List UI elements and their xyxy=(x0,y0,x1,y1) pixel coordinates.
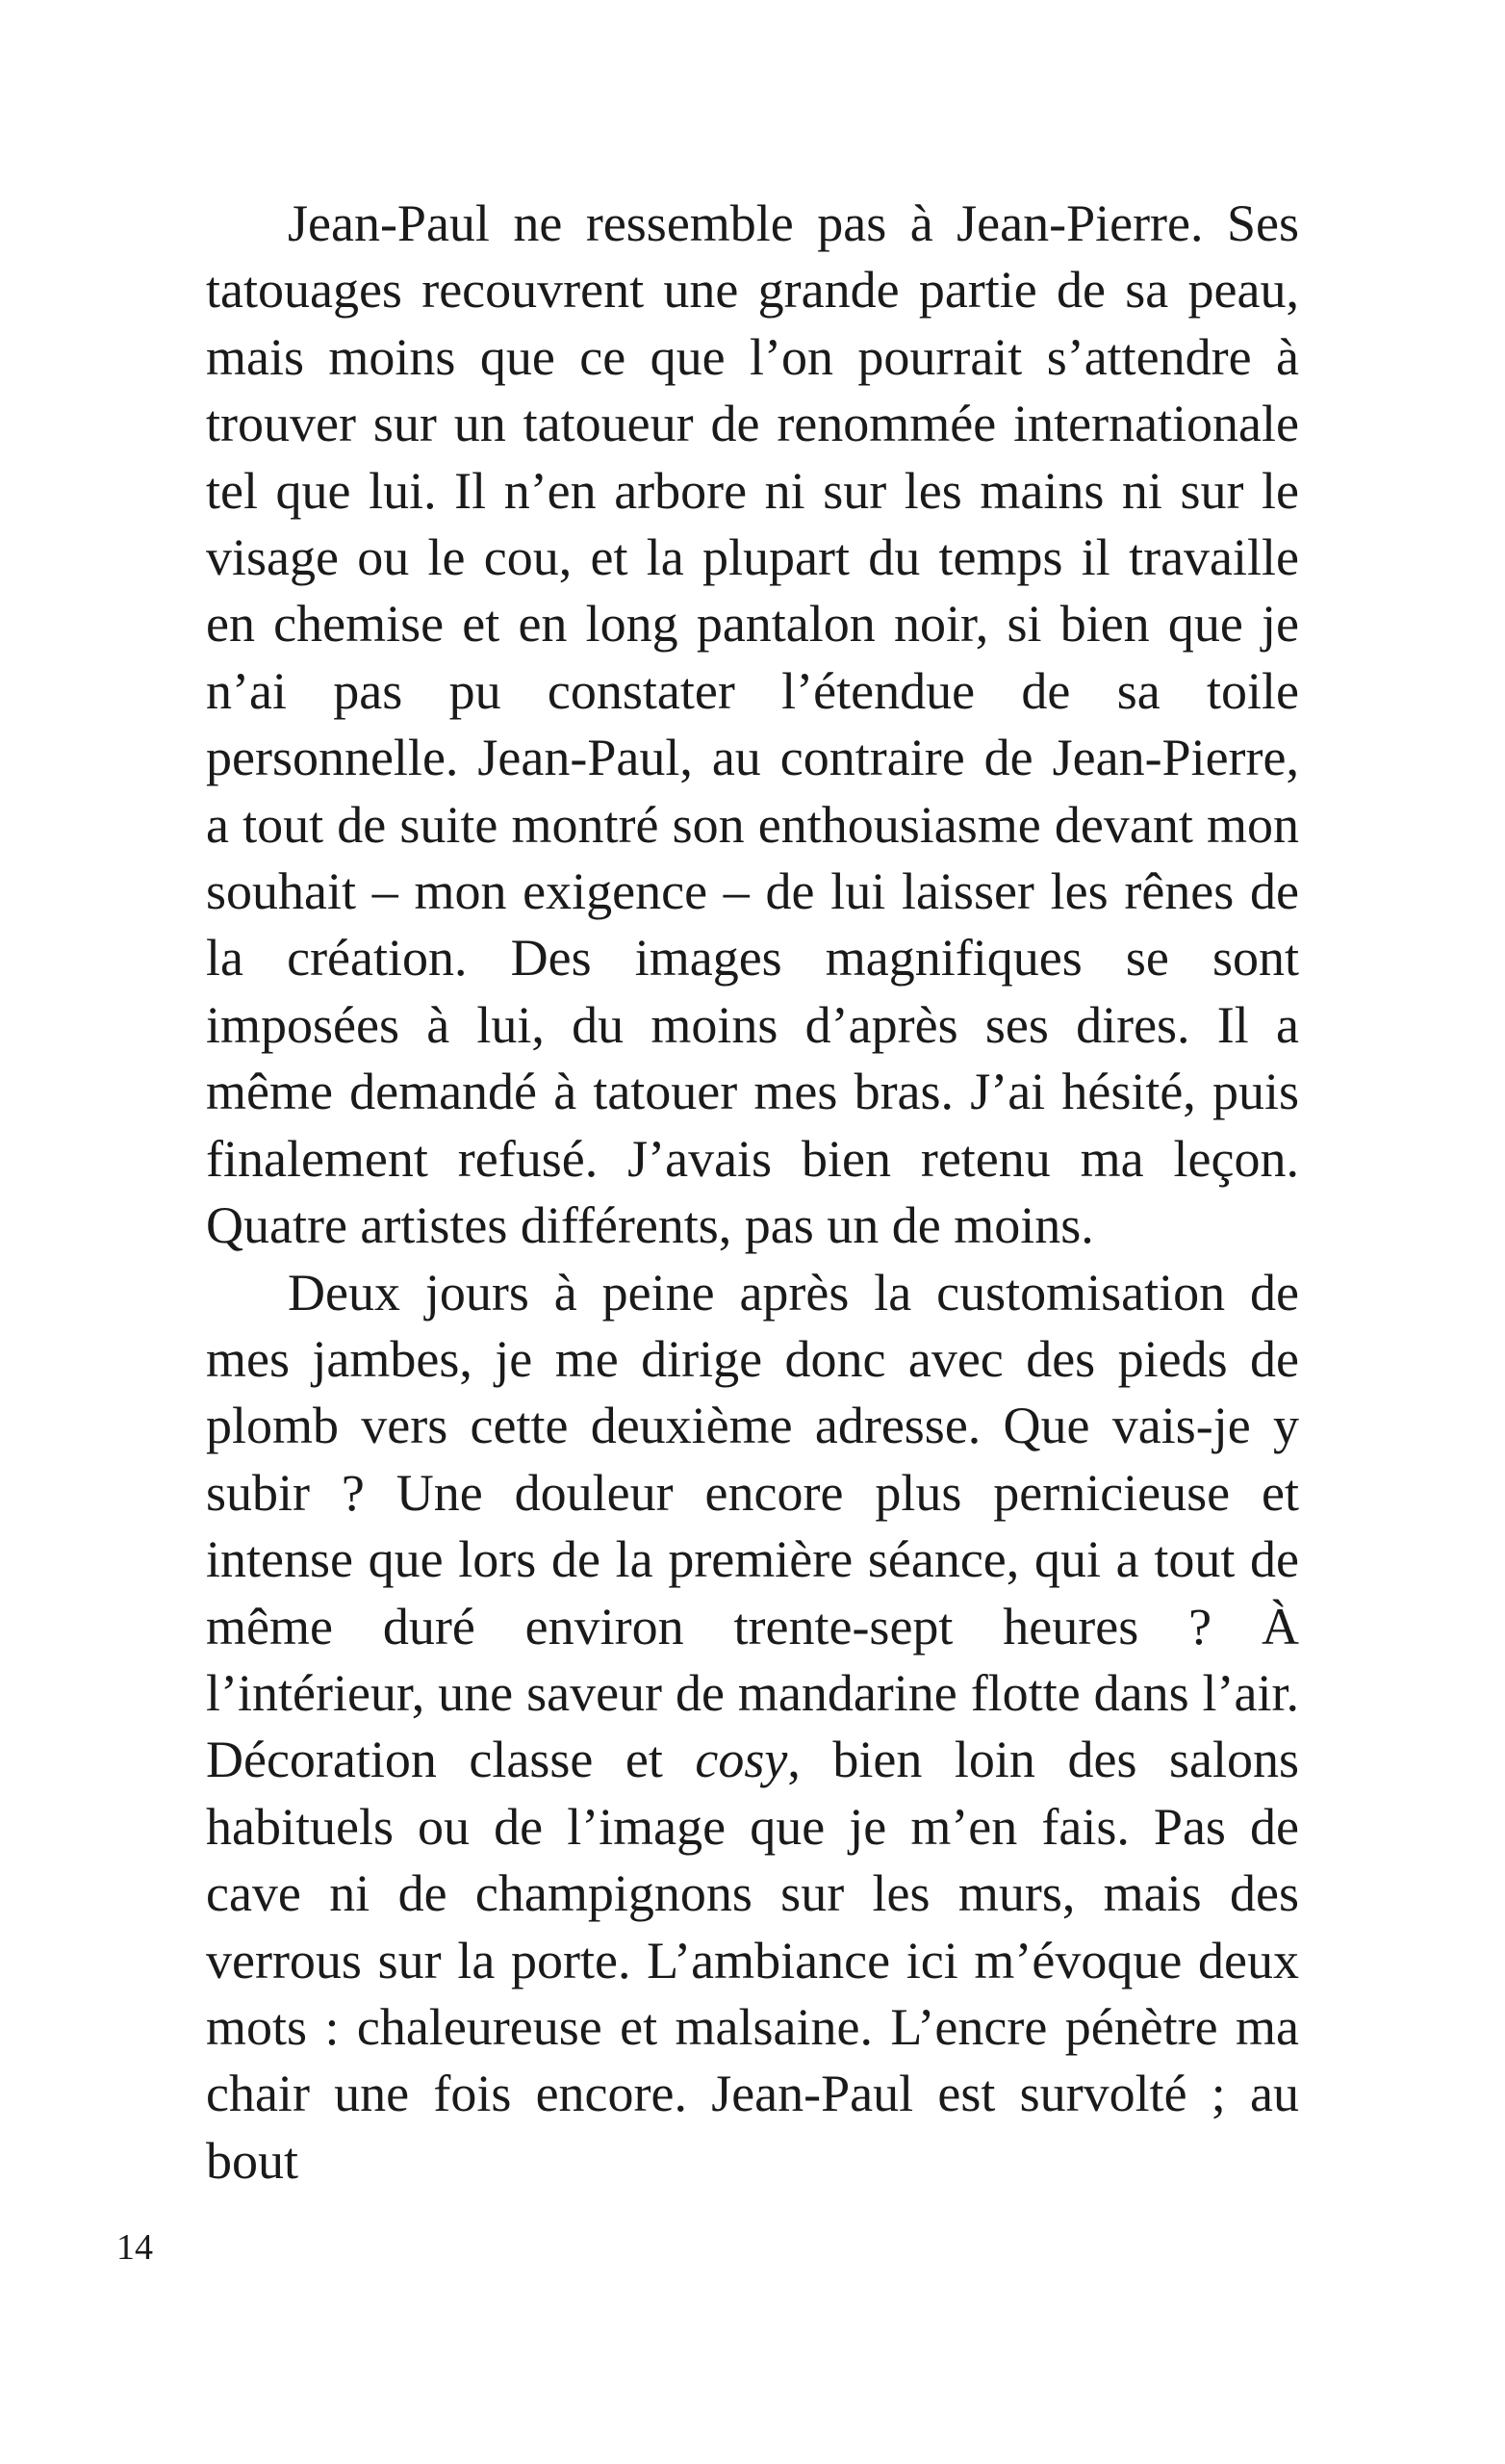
paragraph-text: , bien loin des salons habituels ou de l’image que je m’en fais. Pas de cave ni de champignons sur les murs, mais des verrous sur la porte. L’ambiance ici m’évoque deux mots : chaleureuse et malsaine. L’encre pénètre ma chair une fois encore. Jean-Paul est survolté ; au bout xyxy=(206,1731,1299,2190)
paragraph xyxy=(206,191,1299,1260)
body-text xyxy=(206,191,1299,2194)
italic-word: cosy xyxy=(695,1731,788,1789)
paragraph-text: Deux jours à peine après la customisation de mes jambes, je me dirige donc avec des pieds de plomb vers cette deuxième adresse. Que vais-je y subir ? Une douleur encore plus pernicieuse et intense que lors de la première séance, qui a tout de même duré environ trente-sept heures ? À l’intérieur, une saveur de mandarine flotte dans l’air. Décoration classe et xyxy=(206,1263,1299,1789)
paragraph xyxy=(206,1260,1299,2195)
paragraph-text: Jean-Paul ne ressemble pas à Jean-Pierre. Ses tatouages recouvrent une grande partie de sa peau, mais moins que ce que l’on pourrait s’attendre à trouver sur un tatoueur de renommée internationale tel que lui. Il n’en arbore ni sur les mains ni sur le visage ou le cou, et la plupart du temps il travaille en chemise et en long pantalon noir, si bien que je n’ai pas pu constater l’étendue de sa toile personnelle. Jean-Paul, au contraire de Jean-Pierre, a tout de suite montré son enthousiasme devant mon souhait – mon exigence – de lui laisser les rênes de la création. Des images magnifiques se sont imposées à lui, du moins d’après ses dires. Il a même demandé à tatouer mes bras. J’ai hésité, puis finalement refusé. J’avais bien retenu ma leçon. Quatre artistes différents, pas un de moins. xyxy=(206,194,1299,1255)
page-number: 14 xyxy=(116,2227,153,2268)
